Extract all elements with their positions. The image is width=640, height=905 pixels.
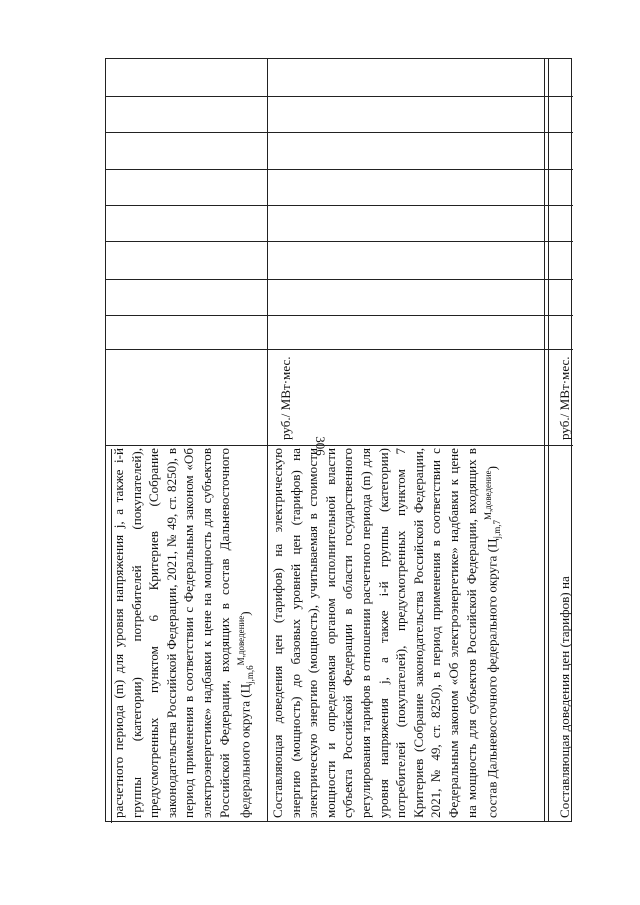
col-divider-3b <box>267 241 573 242</box>
col-divider-6b <box>267 132 573 133</box>
col-divider-5b <box>267 169 573 170</box>
row-divider-1 <box>267 59 268 821</box>
row-2-description <box>269 448 507 818</box>
row-1-formula-sub: j,m,6 <box>245 665 256 684</box>
row-1-text: расчетного периода (m) для уровня напряжения j, а также i-й группы (категории) потребителей (покупателей), предусмотренных пунктом 6 Критериев (Собрание законодательства Российской Федерации, 2021, № 49, ст. 8250), в период применения в соответствии с Федеральным законом «Об электроэнергетике» надбавки к цене на мощность для субъектов Российской Федерации, входящих в состав Дальневосточного федерального округа (Ц <box>111 448 253 818</box>
row-2-formula-sub: j,m,7 <box>492 520 503 539</box>
row-3-description <box>556 448 574 818</box>
row-1-unit: руб./ МВт·мес. <box>278 356 293 440</box>
col-divider-unit-left <box>106 349 573 350</box>
col-divider-1b <box>267 315 573 316</box>
col-divider-4b <box>267 205 573 206</box>
col-divider-4 <box>106 205 267 206</box>
row-1-description <box>110 448 260 818</box>
col-divider-5 <box>106 169 267 170</box>
page-number: 306 <box>313 436 328 456</box>
col-divider-2 <box>106 279 267 280</box>
row-3-unit: руб./ МВт·мес. <box>557 356 572 440</box>
col-divider-text-unit-left <box>106 445 267 446</box>
col-divider-1 <box>106 315 267 316</box>
row-2-formula-tail: ) <box>484 466 500 471</box>
col-divider-6 <box>106 132 267 133</box>
row-3-text: Составляющая доведения цен (тарифов) на <box>557 576 572 818</box>
col-divider-7 <box>106 96 267 97</box>
row-1-formula-tail: ) <box>237 611 253 616</box>
row-divider-2 <box>544 59 545 821</box>
col-divider-text-unit <box>267 445 573 446</box>
row-1-formula-sup: М,доведение <box>236 615 247 666</box>
col-divider-3 <box>106 241 267 242</box>
col-divider-2b <box>267 279 573 280</box>
row-divider-2b <box>548 59 549 821</box>
row-2-formula-sup: М,доведение <box>483 470 494 521</box>
col-divider-7b <box>267 96 573 97</box>
row-2-text: Составляющая доведения цен (тарифов) на электрическую энергию (мощность) до базовых уровней цен (тарифов) на электрическую энергию (мощность), учитываемая в стоимости мощности и определяемая органом исполнительной власти субъекта Российской Федерации в области государственного регулирования тарифов в отношении расчетного периода (m) для уровня напряжения j, а также i-й группы (категории) потребителей (покупателей), предусмотренных пунктом 7 Критериев (Собрание законодательства Российской Федерации, 2021, № 49, ст. 8250), в период применения в соответствии с Федеральным законом «Об электроэнергетике» надбавки к цене на мощность для субъектов Российской Федерации, входящих в состав Дальневосточного федерального округа (Ц <box>270 448 500 818</box>
